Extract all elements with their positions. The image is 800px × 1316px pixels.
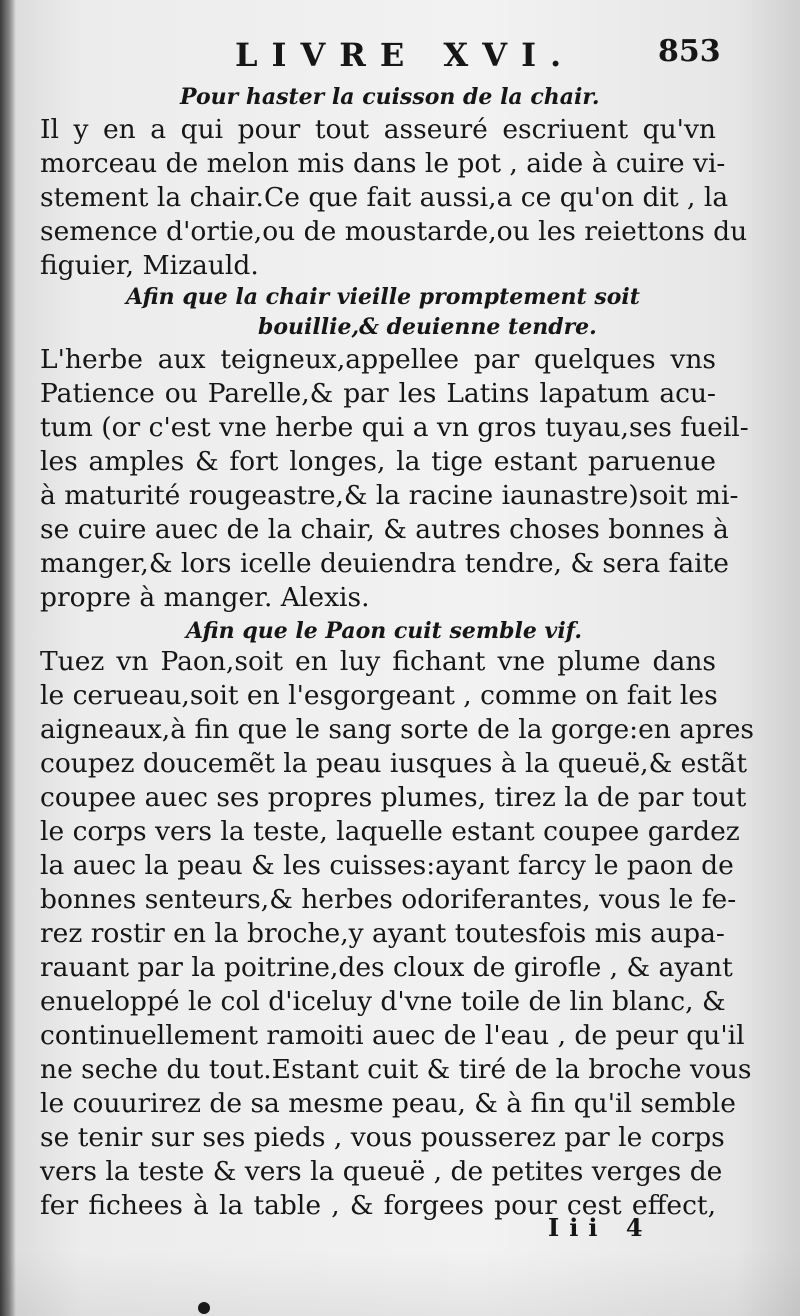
- signature-mark: Iii 4: [548, 1213, 653, 1242]
- text-line: L'herbe aux teigneux,appellee par quelques vns: [40, 344, 716, 375]
- running-head: LIVRE XVI.: [235, 36, 576, 74]
- text-line: aigneaux,à fin que le sang sorte de la gorge:en apres: [40, 714, 754, 745]
- text-line: la auec la peau & les cuisses:ayant farcy le paon de: [40, 850, 734, 881]
- page-gutter-shadow: [0, 0, 16, 1316]
- text-line: coupee auec ses propres plumes, tirez la de par tout: [40, 782, 747, 813]
- text-line: rez rostir en la broche,y ayant toutesfois mis aupa-: [40, 918, 725, 949]
- page-number: 853: [658, 34, 721, 69]
- page-bottom-edge: [0, 1250, 800, 1316]
- text-line: à maturité rougeastre,& la racine iaunastre)soit mi-: [40, 480, 739, 511]
- text-line: le couurirez de sa mesme peau, & à fin qu'il semble: [40, 1088, 736, 1119]
- section-heading: Afin que la chair vieille promptement soit: [126, 284, 640, 310]
- text-line: ne seche du tout.Estant cuit & tiré de la broche vous: [40, 1054, 752, 1085]
- text-line: Patience ou Parelle,& par les Latins lapatum acu-: [40, 378, 716, 409]
- text-line: semence d'ortie,ou de moustarde,ou les reiettons du: [40, 216, 748, 247]
- text-line: enueloppé le col d'iceluy d'vne toile de lin blanc, &: [40, 986, 726, 1017]
- text-line: Tuez vn Paon,soit en luy fichant vne plume dans: [40, 646, 716, 677]
- text-line: stement la chair.Ce que fait aussi,a ce qu'on dit , la: [40, 182, 729, 213]
- text-line: se tenir sur ses pieds , vous pousserez par le corps: [40, 1122, 725, 1153]
- text-line: fer fichees à la table , & forgees pour cest effect,: [40, 1190, 716, 1221]
- text-line: se cuire auec de la chair, & autres choses bonnes à: [40, 514, 729, 545]
- section-heading: Afin que le Paon cuit semble vif.: [186, 618, 583, 644]
- ink-spot: [198, 1302, 210, 1314]
- text-line: rauant par la poitrine,des cloux de girofle , & ayant: [40, 952, 733, 983]
- text-line: propre à manger. Alexis.: [40, 582, 370, 613]
- text-line: continuellement ramoiti auec de l'eau , de peur qu'il: [40, 1020, 745, 1051]
- text-line: coupez doucemẽt la peau iusques à la queuë,& estãt: [40, 748, 747, 779]
- section-heading: bouillie,& deuienne tendre.: [258, 314, 597, 340]
- text-line: les amples & fort longes, la tige estant paruenue: [40, 446, 716, 477]
- section-heading: Pour haster la cuisson de la chair.: [180, 84, 600, 110]
- text-line: morceau de melon mis dans le pot , aide à cuire vi-: [40, 148, 726, 179]
- text-line: bonnes senteurs,& herbes odoriferantes, vous le fe-: [40, 884, 737, 915]
- text-line: tum (or c'est vne herbe qui a vn gros tuyau,ses fueil-: [40, 412, 749, 443]
- text-line: Il y en a qui pour tout asseuré escriuent qu'vn: [40, 114, 716, 145]
- text-line: manger,& lors icelle deuiendra tendre, & sera faite: [40, 548, 729, 579]
- text-line: le cerueau,soit en l'esgorgeant , comme on fait les: [40, 680, 718, 711]
- text-line: le corps vers la teste, laquelle estant coupee gardez: [40, 816, 740, 847]
- text-line: figuier, Mizauld.: [40, 250, 259, 281]
- text-line: vers la teste & vers la queuë , de petites verges de: [40, 1156, 723, 1187]
